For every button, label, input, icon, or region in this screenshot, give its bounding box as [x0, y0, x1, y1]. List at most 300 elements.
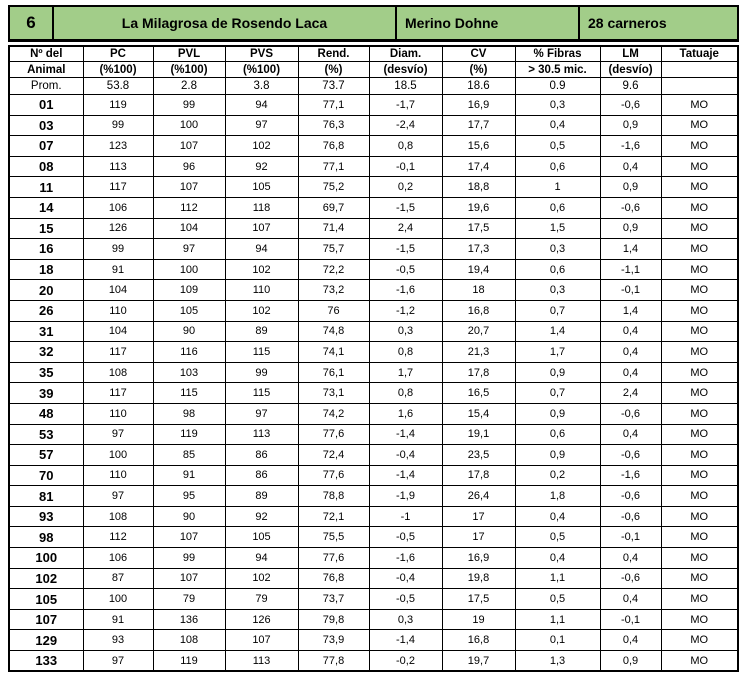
table-row — [9, 197, 738, 218]
value-cell: -0,6 — [600, 506, 661, 527]
value-cell: 18 — [442, 280, 515, 301]
value-cell: MO — [661, 239, 738, 260]
value-cell: 1,7 — [515, 342, 600, 363]
value-cell: -1,9 — [369, 486, 442, 507]
value-cell: 26,4 — [442, 486, 515, 507]
value-cell: 17,8 — [442, 362, 515, 383]
value-cell: 116 — [153, 342, 225, 363]
value-cell: 99 — [153, 95, 225, 116]
value-cell: 0,2 — [515, 465, 600, 486]
value-cell: 102 — [225, 259, 298, 280]
column-header-cell: (%) — [442, 62, 515, 78]
value-cell: 19 — [442, 609, 515, 630]
animal-id-cell: 11 — [9, 177, 83, 198]
prom-value-cell: 9.6 — [600, 78, 661, 95]
value-cell: 99 — [83, 115, 153, 136]
animal-id-cell: 48 — [9, 403, 83, 424]
table-row — [9, 300, 738, 321]
value-cell: 119 — [153, 424, 225, 445]
value-cell: 0,3 — [515, 280, 600, 301]
value-cell: 107 — [225, 630, 298, 651]
prom-label-cell: Prom. — [9, 78, 83, 95]
value-cell: MO — [661, 506, 738, 527]
animal-id-cell: 98 — [9, 527, 83, 548]
column-header-cell: Nº del — [9, 46, 83, 62]
value-cell: 89 — [225, 321, 298, 342]
value-cell: MO — [661, 651, 738, 672]
value-cell: 0,1 — [515, 630, 600, 651]
value-cell: 117 — [83, 342, 153, 363]
value-cell: 105 — [225, 177, 298, 198]
value-cell: 19,1 — [442, 424, 515, 445]
value-cell: 1,1 — [515, 609, 600, 630]
value-cell: -0,6 — [600, 95, 661, 116]
value-cell: 20,7 — [442, 321, 515, 342]
value-cell: 113 — [83, 156, 153, 177]
value-cell: MO — [661, 465, 738, 486]
value-cell: 74,2 — [298, 403, 369, 424]
value-cell: 110 — [83, 465, 153, 486]
value-cell: 110 — [225, 280, 298, 301]
animal-id-cell: 32 — [9, 342, 83, 363]
prom-value-cell — [661, 78, 738, 95]
value-cell: 1,4 — [600, 300, 661, 321]
value-cell: MO — [661, 527, 738, 548]
value-cell: 16,9 — [442, 95, 515, 116]
value-cell: 16,9 — [442, 548, 515, 569]
value-cell: -1,5 — [369, 239, 442, 260]
value-cell: 97 — [225, 115, 298, 136]
value-cell: 77,8 — [298, 651, 369, 672]
value-cell: 100 — [83, 445, 153, 466]
animal-id-cell: 16 — [9, 239, 83, 260]
table-row — [9, 424, 738, 445]
value-cell: MO — [661, 568, 738, 589]
value-cell: 0,4 — [515, 506, 600, 527]
value-cell: -1 — [369, 506, 442, 527]
table-body — [9, 78, 738, 672]
value-cell: MO — [661, 362, 738, 383]
value-cell: 91 — [153, 465, 225, 486]
table-row — [9, 177, 738, 198]
value-cell: 69,7 — [298, 197, 369, 218]
value-cell: 103 — [153, 362, 225, 383]
table-row — [9, 156, 738, 177]
animal-id-cell: 03 — [9, 115, 83, 136]
prom-value-cell: 18.5 — [369, 78, 442, 95]
value-cell: 16,8 — [442, 300, 515, 321]
value-cell: 105 — [225, 527, 298, 548]
table-row — [9, 589, 738, 610]
table-row — [9, 609, 738, 630]
table-row — [9, 651, 738, 672]
value-cell: 90 — [153, 321, 225, 342]
value-cell: 123 — [83, 136, 153, 157]
group-number: 6 — [9, 6, 53, 40]
ram-count: 28 carneros — [579, 6, 738, 40]
value-cell: 18,8 — [442, 177, 515, 198]
column-header-cell: (%100) — [83, 62, 153, 78]
value-cell: 118 — [225, 197, 298, 218]
value-cell: 77,6 — [298, 465, 369, 486]
value-cell: 0,4 — [515, 548, 600, 569]
value-cell: MO — [661, 445, 738, 466]
value-cell: 117 — [83, 383, 153, 404]
table-row — [9, 465, 738, 486]
value-cell: 99 — [83, 239, 153, 260]
value-cell: 113 — [225, 651, 298, 672]
value-cell: MO — [661, 383, 738, 404]
value-cell: -1,1 — [600, 259, 661, 280]
table-row — [9, 259, 738, 280]
value-cell: 113 — [225, 424, 298, 445]
value-cell: 0,9 — [600, 218, 661, 239]
value-cell: 75,7 — [298, 239, 369, 260]
animal-id-cell: 08 — [9, 156, 83, 177]
value-cell: 0,9 — [515, 445, 600, 466]
table-row — [9, 95, 738, 116]
value-cell: 17,8 — [442, 465, 515, 486]
value-cell: 95 — [153, 486, 225, 507]
value-cell: 91 — [83, 259, 153, 280]
value-cell: MO — [661, 300, 738, 321]
value-cell: MO — [661, 486, 738, 507]
value-cell: 0,5 — [515, 589, 600, 610]
column-header-cell: PC — [83, 46, 153, 62]
animal-id-cell: 26 — [9, 300, 83, 321]
column-header-cell: (desvío) — [600, 62, 661, 78]
table-row — [9, 280, 738, 301]
value-cell: -1,2 — [369, 300, 442, 321]
value-cell: 0,3 — [369, 321, 442, 342]
value-cell: 17,4 — [442, 156, 515, 177]
value-cell: -1,4 — [369, 424, 442, 445]
value-cell: 107 — [153, 177, 225, 198]
value-cell: 96 — [153, 156, 225, 177]
animal-id-cell: 81 — [9, 486, 83, 507]
value-cell: 76,1 — [298, 362, 369, 383]
animal-id-cell: 105 — [9, 589, 83, 610]
value-cell: 19,4 — [442, 259, 515, 280]
animal-id-cell: 15 — [9, 218, 83, 239]
value-cell: MO — [661, 342, 738, 363]
value-cell: MO — [661, 177, 738, 198]
table-row — [9, 506, 738, 527]
table-row — [9, 218, 738, 239]
prom-value-cell: 18.6 — [442, 78, 515, 95]
value-cell: 97 — [83, 651, 153, 672]
value-cell: -0,1 — [600, 280, 661, 301]
value-cell: 1,6 — [369, 403, 442, 424]
value-cell: -1,5 — [369, 197, 442, 218]
value-cell: 99 — [153, 548, 225, 569]
animal-id-cell: 18 — [9, 259, 83, 280]
value-cell: 1,8 — [515, 486, 600, 507]
report-page — [8, 5, 737, 672]
value-cell: -0,6 — [600, 445, 661, 466]
value-cell: 17,7 — [442, 115, 515, 136]
farm-name: La Milagrosa de Rosendo Laca — [53, 6, 396, 40]
value-cell: 0,4 — [600, 589, 661, 610]
table-row — [9, 239, 738, 260]
value-cell: 91 — [83, 609, 153, 630]
animal-id-cell: 35 — [9, 362, 83, 383]
value-cell: 94 — [225, 548, 298, 569]
value-cell: 100 — [83, 589, 153, 610]
value-cell: MO — [661, 115, 738, 136]
animal-id-cell: 31 — [9, 321, 83, 342]
value-cell: 75,5 — [298, 527, 369, 548]
value-cell: 108 — [83, 506, 153, 527]
column-header-cell: (desvío) — [369, 62, 442, 78]
column-header-cell: > 30.5 mic. — [515, 62, 600, 78]
value-cell: 109 — [153, 280, 225, 301]
value-cell: 0,3 — [369, 609, 442, 630]
value-cell: 94 — [225, 95, 298, 116]
header-band — [8, 5, 739, 42]
value-cell: 72,1 — [298, 506, 369, 527]
value-cell: 0,9 — [515, 403, 600, 424]
value-cell: 23,5 — [442, 445, 515, 466]
value-cell: -1,6 — [600, 465, 661, 486]
animal-id-cell: 53 — [9, 424, 83, 445]
table-header — [9, 46, 738, 78]
value-cell: 0,8 — [369, 383, 442, 404]
value-cell: MO — [661, 403, 738, 424]
value-cell: 0,8 — [369, 342, 442, 363]
value-cell: MO — [661, 136, 738, 157]
table-row — [9, 383, 738, 404]
value-cell: -1,6 — [369, 280, 442, 301]
value-cell: -0,6 — [600, 403, 661, 424]
value-cell: 74,8 — [298, 321, 369, 342]
value-cell: 0,4 — [600, 342, 661, 363]
value-cell: 0,9 — [515, 362, 600, 383]
value-cell: 77,1 — [298, 95, 369, 116]
value-cell: 86 — [225, 445, 298, 466]
value-cell: 106 — [83, 548, 153, 569]
value-cell: 0,4 — [600, 630, 661, 651]
value-cell: 110 — [83, 300, 153, 321]
value-cell: 0,9 — [600, 651, 661, 672]
value-cell: -0,4 — [369, 568, 442, 589]
value-cell: 119 — [153, 651, 225, 672]
prom-value-cell: 73.7 — [298, 78, 369, 95]
value-cell: 97 — [83, 424, 153, 445]
table-row — [9, 486, 738, 507]
value-cell: 107 — [225, 218, 298, 239]
animal-id-cell: 107 — [9, 609, 83, 630]
value-cell: 0,5 — [515, 136, 600, 157]
value-cell: MO — [661, 609, 738, 630]
value-cell: 108 — [83, 362, 153, 383]
animal-id-cell: 70 — [9, 465, 83, 486]
value-cell: 77,1 — [298, 156, 369, 177]
value-cell: 115 — [225, 342, 298, 363]
column-header-cell: (%100) — [225, 62, 298, 78]
value-cell: 102 — [225, 568, 298, 589]
value-cell: 0,6 — [515, 197, 600, 218]
animal-id-cell: 01 — [9, 95, 83, 116]
prom-value-cell: 2.8 — [153, 78, 225, 95]
value-cell: 1,4 — [515, 321, 600, 342]
value-cell: 0,3 — [515, 239, 600, 260]
value-cell: 90 — [153, 506, 225, 527]
table-row — [9, 548, 738, 569]
value-cell: 72,2 — [298, 259, 369, 280]
value-cell: 2,4 — [600, 383, 661, 404]
animal-id-cell: 14 — [9, 197, 83, 218]
value-cell: 1,5 — [515, 218, 600, 239]
value-cell: -0,6 — [600, 197, 661, 218]
value-cell: 76,3 — [298, 115, 369, 136]
value-cell: 1,7 — [369, 362, 442, 383]
value-cell: 1,1 — [515, 568, 600, 589]
value-cell: 73,7 — [298, 589, 369, 610]
value-cell: 0,4 — [600, 362, 661, 383]
value-cell: 0,8 — [369, 136, 442, 157]
value-cell: 0,2 — [369, 177, 442, 198]
column-header-cell: Rend. — [298, 46, 369, 62]
value-cell: 17,5 — [442, 589, 515, 610]
value-cell: 1,4 — [600, 239, 661, 260]
table-row — [9, 321, 738, 342]
value-cell: 85 — [153, 445, 225, 466]
value-cell: -0,1 — [600, 527, 661, 548]
table-row — [9, 342, 738, 363]
column-header-cell: CV — [442, 46, 515, 62]
value-cell: 107 — [153, 568, 225, 589]
table-row — [9, 568, 738, 589]
value-cell: 1 — [515, 177, 600, 198]
value-cell: 76,8 — [298, 136, 369, 157]
prom-value-cell: 0.9 — [515, 78, 600, 95]
value-cell: 75,2 — [298, 177, 369, 198]
value-cell: -1,6 — [369, 548, 442, 569]
value-cell: 97 — [153, 239, 225, 260]
value-cell: 0,6 — [515, 424, 600, 445]
value-cell: 105 — [153, 300, 225, 321]
table-row — [9, 445, 738, 466]
value-cell: -1,7 — [369, 95, 442, 116]
value-cell: 73,2 — [298, 280, 369, 301]
animal-id-cell: 57 — [9, 445, 83, 466]
value-cell: 76 — [298, 300, 369, 321]
table-row — [9, 115, 738, 136]
column-header-cell: Diam. — [369, 46, 442, 62]
value-cell: 76,8 — [298, 568, 369, 589]
value-cell: 115 — [153, 383, 225, 404]
column-header-cell — [661, 62, 738, 78]
value-cell: MO — [661, 589, 738, 610]
value-cell: 97 — [83, 486, 153, 507]
value-cell: 71,4 — [298, 218, 369, 239]
animal-id-cell: 39 — [9, 383, 83, 404]
value-cell: 117 — [83, 177, 153, 198]
value-cell: -0,4 — [369, 445, 442, 466]
value-cell: 102 — [225, 136, 298, 157]
value-cell: 0,6 — [515, 156, 600, 177]
animal-id-cell: 133 — [9, 651, 83, 672]
value-cell: 15,4 — [442, 403, 515, 424]
column-header-cell: PVL — [153, 46, 225, 62]
value-cell: 0,3 — [515, 95, 600, 116]
column-header-cell: Animal — [9, 62, 83, 78]
value-cell: 19,7 — [442, 651, 515, 672]
value-cell: 104 — [153, 218, 225, 239]
value-cell: 89 — [225, 486, 298, 507]
table-row — [9, 136, 738, 157]
value-cell: -2,4 — [369, 115, 442, 136]
value-cell: 97 — [225, 403, 298, 424]
value-cell: 112 — [153, 197, 225, 218]
column-header-cell: (%) — [298, 62, 369, 78]
value-cell: 108 — [153, 630, 225, 651]
value-cell: 78,8 — [298, 486, 369, 507]
animal-id-cell: 129 — [9, 630, 83, 651]
table-row — [9, 362, 738, 383]
value-cell: 15,6 — [442, 136, 515, 157]
value-cell: 100 — [153, 115, 225, 136]
value-cell: MO — [661, 218, 738, 239]
value-cell: MO — [661, 280, 738, 301]
value-cell: 0,4 — [600, 548, 661, 569]
value-cell: -1,4 — [369, 630, 442, 651]
value-cell: -0,1 — [369, 156, 442, 177]
value-cell: 79,8 — [298, 609, 369, 630]
value-cell: -0,5 — [369, 527, 442, 548]
value-cell: 136 — [153, 609, 225, 630]
value-cell: 17,3 — [442, 239, 515, 260]
table-row — [9, 527, 738, 548]
value-cell: MO — [661, 548, 738, 569]
value-cell: 17 — [442, 527, 515, 548]
value-cell: 1,3 — [515, 651, 600, 672]
value-cell: -0,6 — [600, 486, 661, 507]
value-cell: 0,4 — [600, 321, 661, 342]
animal-id-cell: 102 — [9, 568, 83, 589]
breed-name: Merino Dohne — [396, 6, 579, 40]
value-cell: 0,5 — [515, 527, 600, 548]
value-cell: 17 — [442, 506, 515, 527]
value-cell: MO — [661, 630, 738, 651]
value-cell: 16,8 — [442, 630, 515, 651]
column-header-cell: (%100) — [153, 62, 225, 78]
value-cell: 102 — [225, 300, 298, 321]
value-cell: -1,4 — [369, 465, 442, 486]
value-cell: 92 — [225, 506, 298, 527]
data-table — [8, 45, 739, 673]
header-row-line2 — [9, 62, 738, 78]
value-cell: 107 — [153, 527, 225, 548]
value-cell: 119 — [83, 95, 153, 116]
column-header-cell: PVS — [225, 46, 298, 62]
value-cell: 16,5 — [442, 383, 515, 404]
value-cell: 99 — [225, 362, 298, 383]
column-header-cell: LM — [600, 46, 661, 62]
value-cell: 73,1 — [298, 383, 369, 404]
value-cell: 0,6 — [515, 259, 600, 280]
value-cell: 126 — [83, 218, 153, 239]
prom-row — [9, 78, 738, 95]
value-cell: -0,1 — [600, 609, 661, 630]
value-cell: 79 — [153, 589, 225, 610]
value-cell: 0,7 — [515, 300, 600, 321]
value-cell: 126 — [225, 609, 298, 630]
value-cell: 106 — [83, 197, 153, 218]
value-cell: 98 — [153, 403, 225, 424]
header-band-row — [9, 6, 738, 40]
